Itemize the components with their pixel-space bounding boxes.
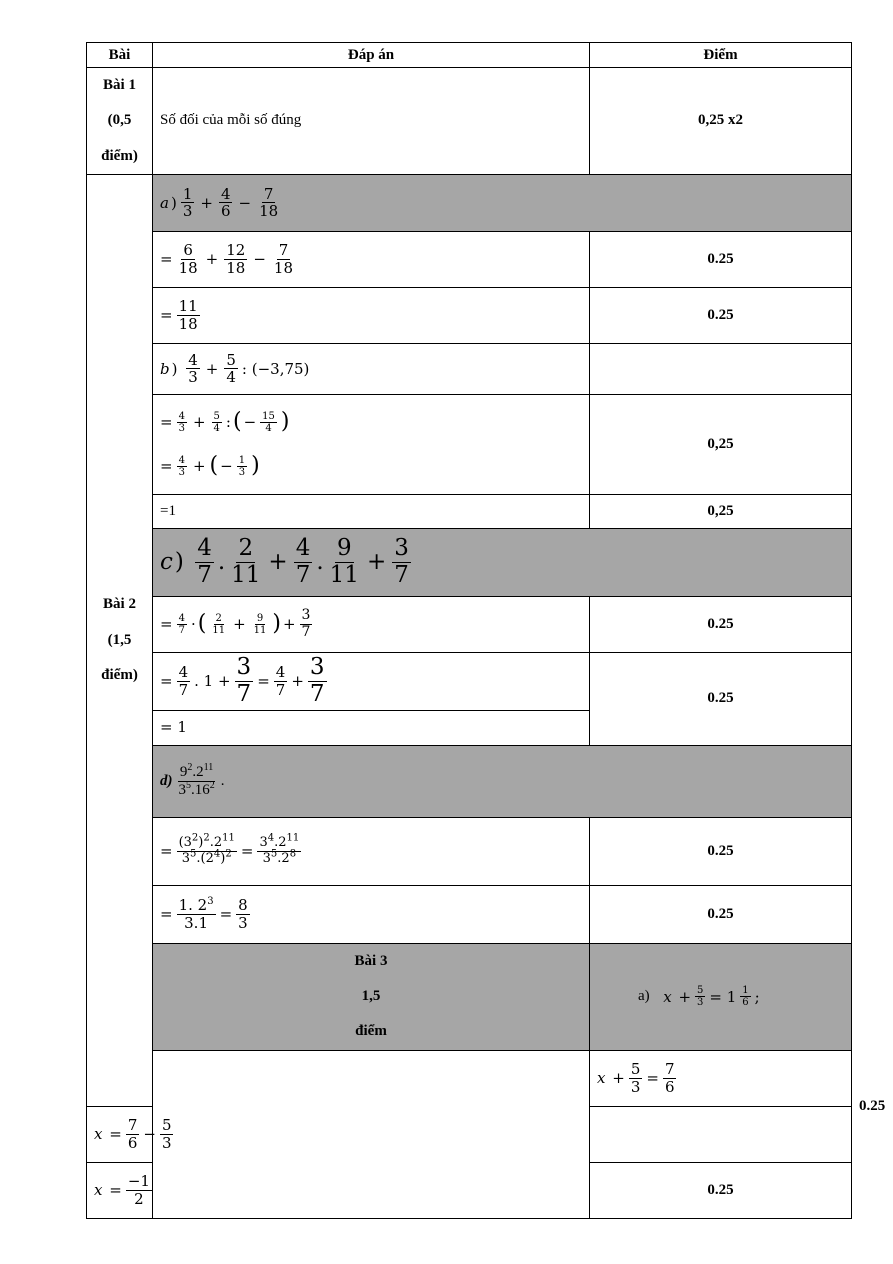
bai1-label: Bài 1 (0,5 điểm) <box>87 68 153 175</box>
bai3-step2: x = 7 6 − 5 3 <box>87 1106 852 1162</box>
bai3-label: Bài 3 1,5 điểm <box>153 943 590 1050</box>
bai3-step3: x = −1 2 0.25 <box>87 1162 852 1218</box>
bai2-b-step2 <box>87 494 852 528</box>
bai1-answer: Số đối của mỗi số đúng <box>153 68 590 175</box>
bai2-d-step1-score: 0.25 <box>590 817 852 885</box>
bai2-c-expression: c ) 4 7 . 2 11 + $\frac{4}{7}$ . 9 11 + $\frac{3}{7}$ <box>153 528 852 596</box>
bai2-a-step2-score: 0.25 <box>590 287 852 343</box>
bai2-a-expression: a ) 1 3 + $\frac{4}{6}$ − $\frac{7}{18}$ <box>153 174 852 231</box>
bai2-d-step2: = 1. $2^3$ 3.1 = 8 3 0.25 <box>87 885 852 943</box>
bai3-row <box>87 943 852 1050</box>
bai2-d-step1: = $(3^2)^2.2^{11}$ $3^5.(2^4)^2$ = $3^4.2^{11}$ $3^5.2^8$ 0.25 <box>87 817 852 885</box>
bai2-a-step1-score: 0.25 <box>590 231 852 287</box>
bai2-a-question <box>87 174 852 231</box>
bai3-step1: x + 5 3 = 7 6 0.25 <box>87 1050 852 1106</box>
bai2-c-step2: = 4 7 . 1 + 3 7 = 4 7 + 3 7 0.25 <box>87 652 852 710</box>
bai2-a-step1: = 6 18 + $\frac{12}{18}$ − $\frac{7}{18}$ 0.25 <box>87 231 852 287</box>
bai2-label: Bài 2 (1,5 điểm) <box>87 174 153 1106</box>
bai3-step3-score: 0.25 <box>590 1162 852 1218</box>
bai2-b-question: b ) 4 3 + $\frac{5}{4}$ : (−3,75) <box>87 343 852 394</box>
header-bai: Bài <box>87 43 153 68</box>
bai2-a-step2: = 11 18 0.25 <box>87 287 852 343</box>
bai1-row <box>87 68 852 175</box>
bai2-d-question <box>87 745 852 817</box>
bai2-c-step3: = 1 <box>87 710 852 745</box>
bai2-c-step1-score: 0.25 <box>590 596 852 652</box>
bai2-b-step2-score: 0,25 <box>590 494 852 528</box>
header-diem: Điểm <box>590 43 852 68</box>
bai1-score: 0,25 x2 <box>590 68 852 175</box>
bai2-c-question <box>87 528 852 596</box>
answer-key-table <box>86 42 886 1219</box>
bai2-b-step1-score: 0,25 <box>590 394 852 494</box>
bai2-c-step2-score: 0.25 <box>590 652 852 745</box>
header-dap-an: Đáp án <box>153 43 590 68</box>
bai2-c-step1: = 4 7 · ( 2 11 + $\frac{9}{11}$ ) + 3 7 0.25 <box>87 596 852 652</box>
bai2-b-final: =1 <box>153 494 590 528</box>
bai3-a-expression: a) x + 5 3 = 1 1 6 ; <box>590 943 852 1050</box>
bai2-b-step1: = 4 3 + $\frac{5}{4}$ : ( − 15 4 ) = 4 3 + ( − 1 3 ) 0,25 <box>87 394 852 494</box>
header-row <box>87 43 852 68</box>
bai2-d-expression: d) $9^2.2^{11}$ $3^5.16^2$ . <box>153 745 852 817</box>
bai2-d-step2-score: 0.25 <box>590 885 852 943</box>
